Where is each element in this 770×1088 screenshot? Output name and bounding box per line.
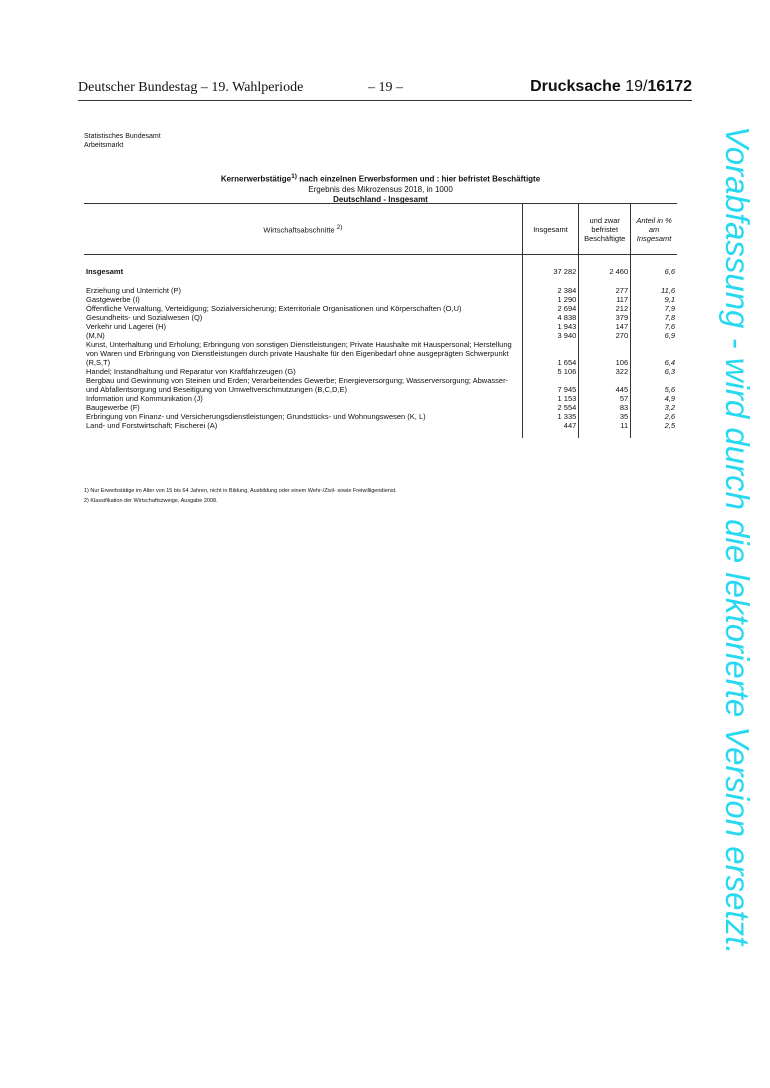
row-anteil: 6,9 (631, 331, 677, 340)
source-line-2: Arbeitsmarkt (84, 142, 124, 149)
title-line-1 (84, 172, 677, 185)
row-label: Baugewerbe (F) (86, 403, 140, 412)
row-anteil: 9,1 (631, 295, 677, 304)
row-anteil: 2,6 (631, 412, 677, 421)
header-anteil: Anteil in % am Insgesamt (631, 204, 677, 255)
row-insgesamt: 1 943 (522, 322, 579, 331)
table-row (84, 286, 677, 295)
document-number-prefix: 19/ (625, 78, 648, 95)
document-number-bold: 16172 (647, 78, 692, 95)
total-befristet: 2 460 (579, 267, 631, 286)
total-insgesamt: 37 282 (522, 267, 579, 286)
total-row (84, 267, 677, 286)
row-insgesamt: 1 153 (522, 394, 579, 403)
footnotes (84, 486, 397, 506)
title-rest: nach einzelnen Erwerbsformen und : hier befristet Beschäftigte (297, 174, 541, 184)
row-label: Verkehr und Lagerei (H) (86, 322, 167, 331)
row-befristet: 106 (579, 340, 631, 367)
table-row (84, 367, 677, 376)
row-befristet: 147 (579, 322, 631, 331)
row-befristet: 379 (579, 313, 631, 322)
total-label: Insgesamt (86, 267, 124, 276)
title-line-3: Deutschland - Insgesamt (333, 194, 428, 204)
table-row (84, 340, 677, 367)
table-row (84, 322, 677, 331)
row-anteil: 6,3 (631, 367, 677, 376)
table-row (84, 295, 677, 304)
row-label: Erbringung von Finanz- und Versicherungsdienstleistungen; Grundstücks- und Wohnungswesen (K, L) (86, 412, 426, 421)
spacer-row (84, 255, 677, 268)
row-label: Gesundheits- und Sozialwesen (Q) (86, 313, 203, 322)
document-number (530, 78, 692, 96)
table-row (84, 376, 677, 394)
row-label: Kunst, Unterhaltung und Erholung; Erbringung von sonstigen Dienstleistungen; Private Haushalte mit Hauspersonal; Herstellung von Waren und Erbringung von Dienstleistungen durch private Haushalte für den Eigenbedarf ohne ausgeprägten Schwerpunkt (R,S,T) (86, 340, 512, 367)
table-row (84, 394, 677, 403)
table-row (84, 403, 677, 412)
draft-watermark: Vorabfassung - wird durch die lektorierte Version ersetzt. (719, 126, 756, 955)
header-wirtschaftsabschnitte (84, 204, 522, 255)
row-anteil: 2,5 (631, 421, 677, 438)
row-anteil: 6,4 (631, 340, 677, 367)
row-insgesamt: 447 (522, 421, 579, 438)
footnote-1: 1) Nur Erwerbstätige im Alter von 15 bis 64 Jahren, nicht in Bildung, Ausbildung oder einem Wehr-/Zivil- sowie Freiwilligendienst. (84, 488, 397, 494)
row-label: Bergbau und Gewinnung von Steinen und Erden; Verarbeitendes Gewerbe; Energieversorgung; Wasserversorgung; Abwasser- und Abfallentsorgung und Beseitigung von Umweltverschmutzungen (B,C,D,E) (86, 376, 509, 394)
row-label: (M,N) (86, 331, 105, 340)
row-befristet: 322 (579, 367, 631, 376)
row-insgesamt: 4 838 (522, 313, 579, 322)
table-row (84, 412, 677, 421)
row-befristet: 270 (579, 331, 631, 340)
row-insgesamt: 1 335 (522, 412, 579, 421)
row-label: Land- und Forstwirtschaft; Fischerei (A) (86, 421, 218, 430)
row-insgesamt: 2 694 (522, 304, 579, 313)
row-anteil: 7,8 (631, 313, 677, 322)
row-anteil: 3,2 (631, 403, 677, 412)
row-befristet: 11 (579, 421, 631, 438)
source-line-1: Statistisches Bundesamt (84, 133, 161, 140)
total-anteil: 6,6 (631, 267, 677, 286)
row-befristet: 277 (579, 286, 631, 295)
row-label: Gastgewerbe (I) (86, 295, 140, 304)
row-anteil: 5,6 (631, 376, 677, 394)
row-befristet: 35 (579, 412, 631, 421)
header-befristet: und zwar befristet Beschäftigte (579, 204, 631, 255)
page-header (78, 80, 692, 101)
title-line-2: Ergebnis des Mikrozensus 2018, in 1000 (308, 184, 453, 194)
row-befristet: 57 (579, 394, 631, 403)
row-label: Öffentliche Verwaltung, Verteidigung; Sozialversicherung; Exterritoriale Organisationen und Körperschaften (O,U) (86, 304, 462, 313)
row-insgesamt: 7 945 (522, 376, 579, 394)
row-insgesamt: 1 290 (522, 295, 579, 304)
row-insgesamt: 2 384 (522, 286, 579, 295)
row-befristet: 117 (579, 295, 631, 304)
row-label: Handel; Instandhaltung und Reparatur von Kraftfahrzeugen (G) (86, 367, 296, 376)
header-col1-sup: 2) (336, 224, 343, 232)
source-block (84, 132, 161, 150)
row-insgesamt: 5 106 (522, 367, 579, 376)
table-title (84, 172, 677, 205)
table-row (84, 421, 677, 438)
header-col1-text: Wirtschaftsabschnitte (263, 225, 335, 235)
document-label: Drucksache (530, 78, 621, 95)
row-befristet: 83 (579, 403, 631, 412)
title-main: Kernerwerbstätige (220, 174, 292, 184)
row-anteil: 4,9 (631, 394, 677, 403)
row-label: Erziehung und Unterricht (P) (86, 286, 182, 295)
row-befristet: 445 (579, 376, 631, 394)
table-row (84, 331, 677, 340)
table-row (84, 304, 677, 313)
row-insgesamt: 3 940 (522, 331, 579, 340)
row-anteil: 7,6 (631, 322, 677, 331)
row-insgesamt: 2 554 (522, 403, 579, 412)
title-footnote-mark: 1) (291, 173, 297, 180)
header-left: Deutscher Bundestag – 19. Wahlperiode (78, 80, 304, 95)
row-anteil: 7,9 (631, 304, 677, 313)
footnote-2: 2) Klassifikation der Wirtschaftszweige, Ausgabe 2008. (84, 498, 218, 504)
header-insgesamt: Insgesamt (522, 204, 579, 255)
data-table (84, 203, 677, 438)
table-row (84, 313, 677, 322)
row-befristet: 212 (579, 304, 631, 313)
row-anteil: 11,6 (631, 286, 677, 295)
row-insgesamt: 1 654 (522, 340, 579, 367)
page-number: – 19 – (368, 80, 403, 95)
row-label: Information und Kommunikation (J) (86, 394, 203, 403)
